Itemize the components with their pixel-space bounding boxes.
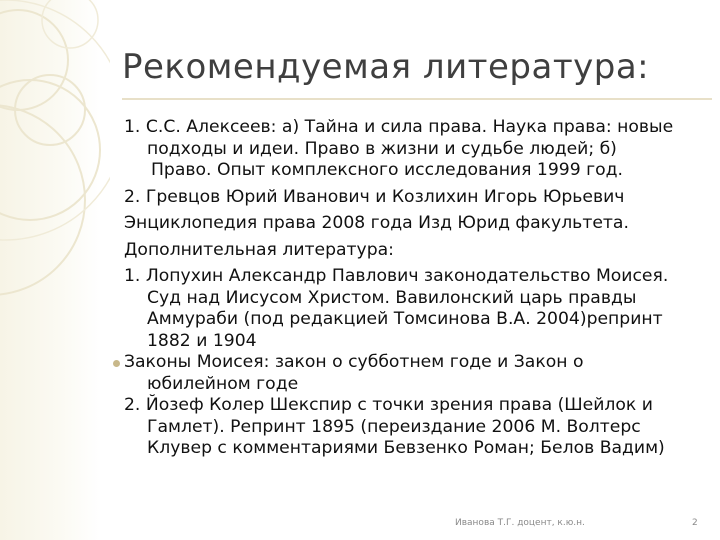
slide-title: Рекомендуемая литература: bbox=[122, 47, 650, 87]
list-item bbox=[124, 240, 704, 262]
list-item-line: Суд над Иисусом Христом. Вавилонский царь правды bbox=[147, 287, 637, 308]
title-divider bbox=[122, 98, 712, 100]
list-item-line: Клувер с комментариями Бевзенко Роман; Белов Вадим) bbox=[147, 438, 665, 458]
list-item-line: Аммураби (под редакцией Томсинова В.А. 2004)репринт bbox=[147, 309, 663, 329]
list-item-line: 2. Йозеф Колер Шекспир с точки зрения права (Шейлок и bbox=[124, 395, 653, 415]
list-item-line: Дополнительная литература: bbox=[124, 239, 394, 260]
list-item-line: Гамлет). Репринт 1895 (переиздание 2006 М. Волтерс bbox=[147, 416, 641, 437]
list-item-line: 2. Гревцов Юрий Иванович и Козлихин Игорь Юрьевич bbox=[124, 186, 625, 207]
decorative-circles bbox=[0, 0, 110, 540]
list-item bbox=[124, 213, 704, 235]
page-number: 2 bbox=[692, 518, 698, 528]
list-item-line: Энциклопедия права 2008 года Изд Юрид факультета. bbox=[124, 213, 629, 233]
list-item bbox=[124, 266, 704, 352]
list-item-line: Законы Моисея: закон о субботнем годе и Закон о bbox=[124, 352, 584, 372]
list-item-line: 1. Лопухин Александр Павлович законодательство Моисея. bbox=[124, 266, 669, 286]
list-item-line: 1. С.С. Алексеев: а) Тайна и сила права. Наука права: новые bbox=[124, 117, 674, 137]
list-item bbox=[124, 117, 704, 182]
bullet-icon bbox=[113, 360, 120, 367]
list-item-line: 1882 и 1904 bbox=[147, 330, 257, 351]
list-item bbox=[124, 187, 704, 209]
list-item-line: юбилейном годе bbox=[147, 373, 299, 394]
list-item-line: подходы и идеи. Право в жизни и судьбе людей; б) bbox=[147, 138, 617, 159]
literature-list bbox=[124, 117, 704, 460]
bullet-list-item bbox=[124, 352, 704, 395]
list-item-line: Право. Опыт комплексного исследования 1999 год. bbox=[151, 160, 624, 180]
footer-author: Иванова Т.Г. доцент, к.ю.н. bbox=[455, 518, 585, 528]
list-item bbox=[124, 395, 704, 460]
